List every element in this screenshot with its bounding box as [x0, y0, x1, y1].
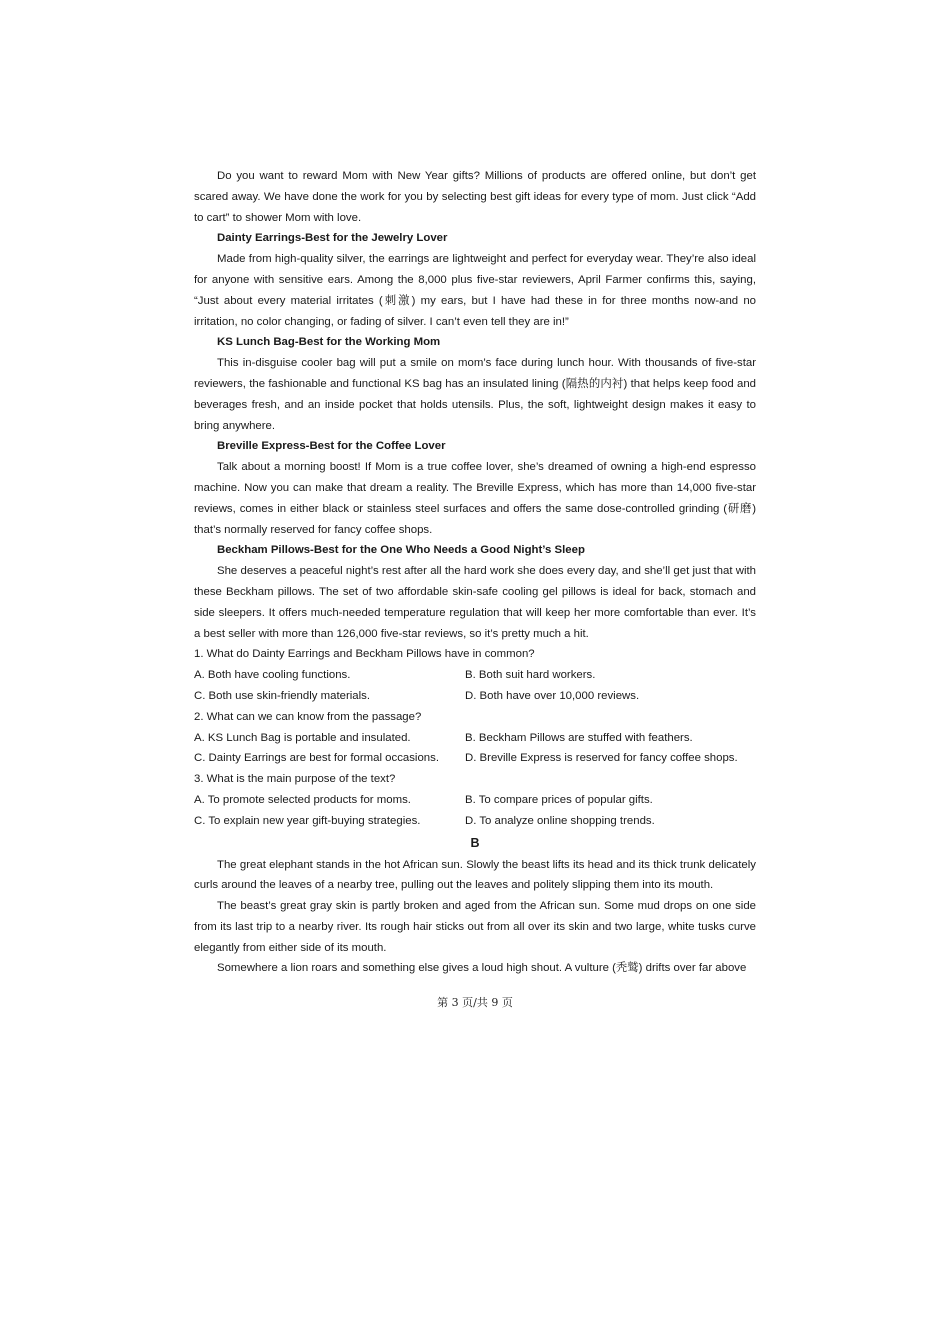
question-1-options	[194, 665, 756, 707]
page-number-footer: 第 3 页/共 9 页	[437, 996, 513, 1009]
item-body-earrings: Made from high-quality silver, the earrings are lightweight and perfect for everyday wear. They’re also ideal for anyone with sensitive ears. Among the 8,000 plus five-star reviewers, April Farmer confirms this, saying, “Just about every material irritates (刺激) my ears, but I have had these in for three months now-and no irritation, no color changing, or fading of silver. I can’t even tell they are in!”	[194, 253, 756, 328]
passage-b-paragraph-3: Somewhere a lion roars and something else gives a loud high shout. A vulture (秃鹫) drifts over far above	[217, 962, 747, 975]
item-body-lunch-bag: This in-disguise cooler bag will put a smile on mom’s face during lunch hour. With thousands of five-star reviewers, the fashionable and functional KS bag has an insulated lining (隔热的内衬) that helps keep food and beverages fresh, and an inside pocket that holds utensils. Plus, the soft, lightweight design makes it easy to bring anywhere.	[194, 357, 756, 432]
question-1-option-b: B. Both suit hard workers.	[465, 669, 596, 682]
question-1-option-a: A. Both have cooling functions.	[194, 669, 351, 682]
intro-paragraph: Do you want to reward Mom with New Year gifts? Millions of products are offered online, but don’t get scared away. We have done the work for you by selecting best gift ideas for every type of mom. Just click “Add to cart” to shower Mom with love.	[194, 170, 756, 224]
question-2-option-a: A. KS Lunch Bag is portable and insulated.	[194, 731, 411, 744]
question-2-option-d: D. Breville Express is reserved for fancy coffee shops.	[465, 752, 738, 765]
item-heading-lunch-bag: KS Lunch Bag-Best for the Working Mom	[217, 336, 441, 349]
section-b-heading: B	[470, 835, 480, 850]
item-heading-earrings: Dainty Earrings-Best for the Jewelry Lover	[217, 232, 448, 245]
question-1-option-d: D. Both have over 10,000 reviews.	[465, 689, 640, 702]
item-heading-coffee: Breville Express-Best for the Coffee Lover	[217, 440, 446, 453]
question-3-option-a: A. To promote selected products for moms.	[194, 793, 411, 806]
question-2-stem: 2. What can we can know from the passage?	[194, 710, 422, 723]
question-1-stem: 1. What do Dainty Earrings and Beckham Pillows have in common?	[194, 648, 535, 661]
question-3-option-c: C. To explain new year gift-buying strategies.	[194, 814, 421, 827]
document-body	[194, 166, 756, 979]
question-1-option-c: C. Both use skin-friendly materials.	[194, 689, 370, 702]
item-body-pillows: She deserves a peaceful night’s rest after all the hard work she does every day, and she’ll get just that with these Beckham pillows. The set of two affordable skin-safe cooling gel pillows is ideal for back, stomach and side sleepers. It offers much-needed temperature regulation that will keep her more comfortable than ever. It’s a best seller with more than 126,000 five-star reviews, so it’s pretty much a hit.	[194, 565, 756, 640]
question-3-options	[194, 790, 756, 832]
question-2-option-b: B. Beckham Pillows are stuffed with feathers.	[465, 731, 693, 744]
question-3-option-d: D. To analyze online shopping trends.	[465, 814, 655, 827]
question-3-stem: 3. What is the main purpose of the text?	[194, 773, 396, 786]
question-2-option-c: C. Dainty Earrings are best for formal occasions.	[194, 752, 439, 765]
passage-b-paragraph-2: The beast’s great gray skin is partly broken and aged from the African sun. Some mud drops on one side from its last trip to a nearby river. Its rough hair sticks out from all over its skin and two large, white tusks curve elegantly from either side of its mouth.	[194, 900, 756, 954]
passage-b-paragraph-1: The great elephant stands in the hot African sun. Slowly the beast lifts its head and its thick trunk delicately curls around the leaves of a nearby tree, pulling out the leaves and politely slipping them into its mouth.	[194, 858, 756, 892]
item-body-coffee: Talk about a morning boost! If Mom is a true coffee lover, she’s dreamed of owning a high-end espresso machine. Now you can make that dream a reality. The Breville Express, which has more than 14,000 five-star reviews, comes in either black or stainless steel surfaces and offers the same dose-controlled grinding (研磨) that’s normally reserved for fancy coffee shops.	[194, 461, 756, 536]
question-3-option-b: B. To compare prices of popular gifts.	[465, 793, 653, 806]
question-2-options	[194, 728, 756, 770]
item-heading-pillows: Beckham Pillows-Best for the One Who Needs a Good Night’s Sleep	[217, 544, 585, 557]
